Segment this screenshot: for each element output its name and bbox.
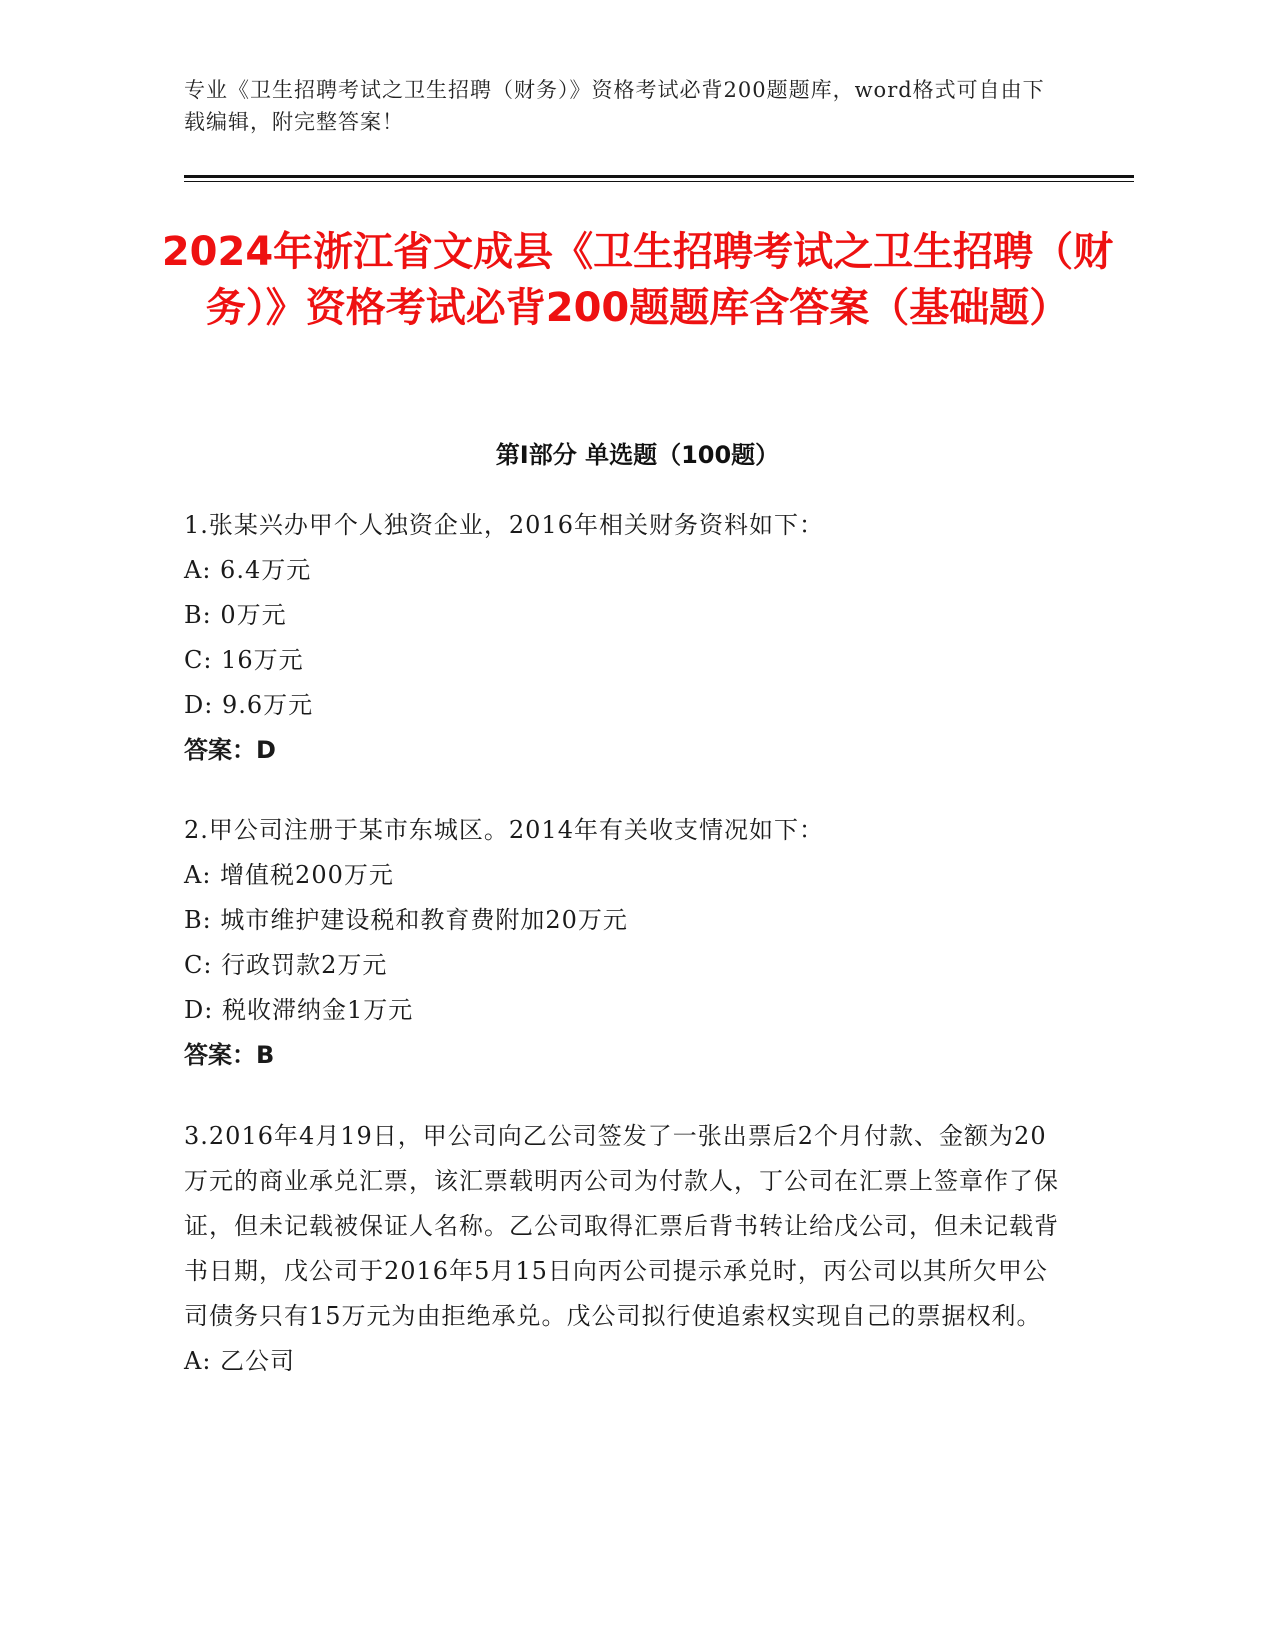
section-heading: 第I部分 单选题（100题） [495,441,780,469]
header-note: 专业《卫生招聘考试之卫生招聘（财务）》资格考试必背200题题库，word格式可自由下载编辑，附完整答案！ [184,78,1045,134]
question-3 [184,1114,1064,1384]
option-a: A: 乙公司 [184,1347,296,1375]
option-d: D: 税收滞纳金1万元 [184,996,414,1024]
answer: 答案：D [184,736,276,764]
option-a: A: 增值税200万元 [184,861,394,889]
option-b: B: 0万元 [184,601,287,629]
header-rule-thin [184,181,1134,182]
option-b: B: 城市维护建设税和教育费附加20万元 [184,906,628,934]
option-d: D: 9.6万元 [184,691,314,719]
question-text: 2.甲公司注册于某市东城区。2014年有关收支情况如下： [184,816,824,844]
question-text: 3.2016年4月19日，甲公司向乙公司签发了一张出票后2个月付款、金额为20万元的商业承兑汇票，该汇票载明丙公司为付款人，丁公司在汇票上签章作了保证，但未记载被保证人名称。乙公司取得汇票后背书转让给戊公司，但未记载背书日期，戊公司于2016年5月15日向丙公司提示承兑时，丙公司以其所欠甲公司债务只有15万元为由拒绝承兑。戊公司拟行使追索权实现自己的票据权利。 [184,1122,1059,1330]
question-2 [184,808,1064,1078]
option-c: C: 16万元 [184,646,304,674]
document-title: 2024年浙江省文成县《卫生招聘考试之卫生招聘（财务）》资格考试必背200题题库含答案（基础题） [161,229,1114,331]
option-c: C: 行政罚款2万元 [184,951,388,979]
option-a: A: 6.4万元 [184,556,312,584]
answer: 答案：B [184,1041,275,1069]
question-1 [184,503,1064,773]
question-text: 1.张某兴办甲个人独资企业，2016年相关财务资料如下： [184,511,824,539]
header-rule-thick [184,175,1134,178]
